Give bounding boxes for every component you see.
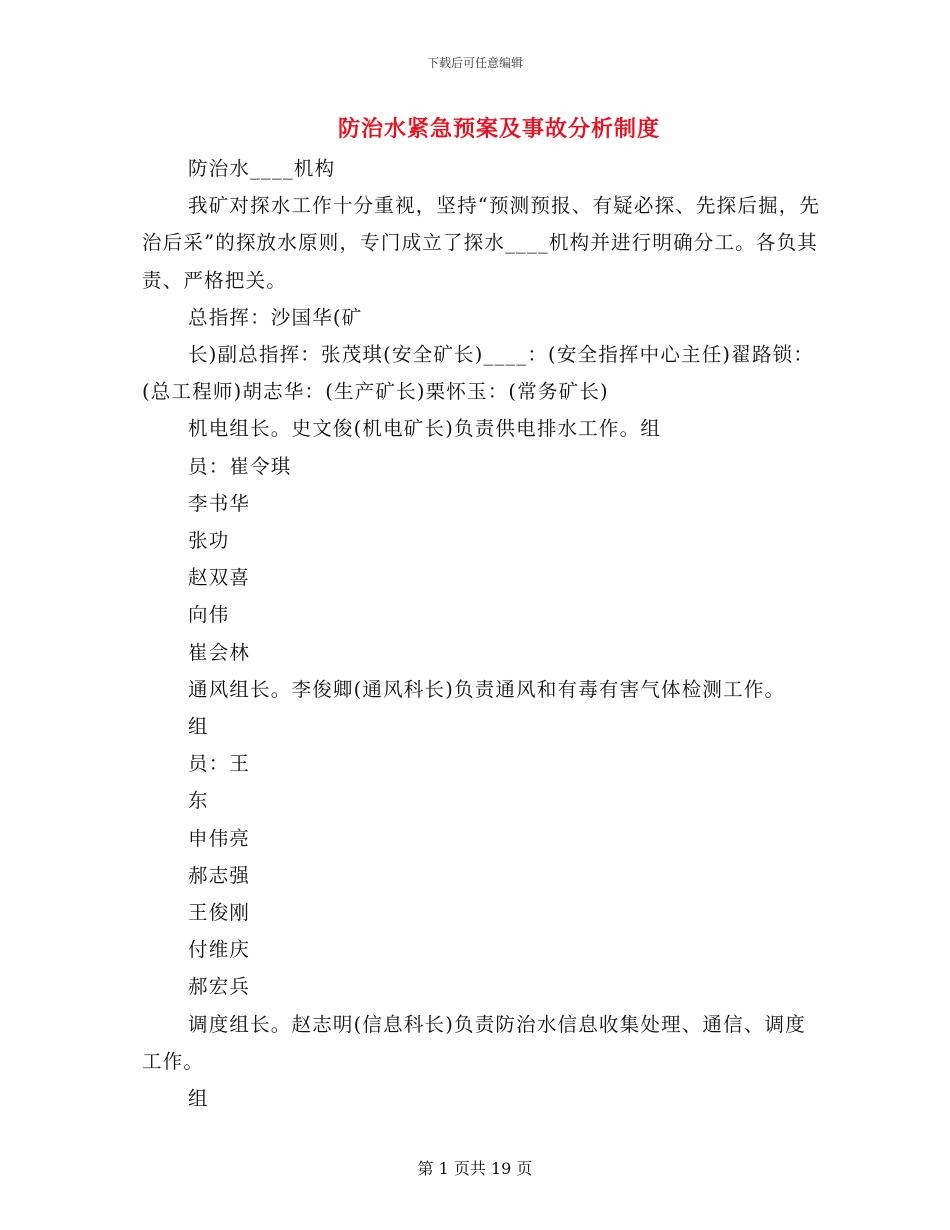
paragraph: 郝志强 <box>188 863 251 887</box>
paragraph: 崔会林 <box>188 640 251 664</box>
paragraph: 我矿对探水工作十分重视，坚持“预测预报、有疑必探、先探后掘，先治后采”的探放水原则，专门成立了探水____机构并进行明确分工。各负其责、严格把关。 <box>142 194 821 292</box>
paragraph: 通风组长。李俊卿(通风科长)负责通风和有毒有害气体检测工作。 <box>188 677 786 701</box>
paragraph: 员：王 <box>188 752 251 776</box>
paragraph: 赵双喜 <box>188 566 251 590</box>
paragraph: 调度组长。赵志明(信息科长)负责防治水信息收集处理、通信、调度工作。 <box>142 1012 806 1073</box>
paragraph: 组 <box>188 715 209 739</box>
paragraph: 东 <box>188 789 209 813</box>
paragraph: 郝宏兵 <box>188 975 251 999</box>
paragraph: 张功 <box>188 529 230 553</box>
page-footer: 第 1 页共 19 页 <box>417 1159 533 1178</box>
paragraph: 防治水____机构 <box>188 157 336 180</box>
paragraph: 长)副总指挥：张茂琪(安全矿长)____：(安全指挥中心主任)翟路锁：(总工程师)胡志华：(生产矿长)栗怀玉：(常务矿长) <box>142 343 815 404</box>
paragraph: 付维庆 <box>188 938 251 962</box>
document-body <box>142 150 822 1117</box>
paragraph: 申伟亮 <box>188 826 251 850</box>
paragraph: 机电组长。史文俊(机电矿长)负责供电排水工作。组 <box>188 417 662 441</box>
paragraph: 组 <box>188 1087 209 1111</box>
page-header: 下载后可任意编辑 <box>426 56 523 70</box>
paragraph: 员：崔令琪 <box>188 454 292 478</box>
paragraph: 向伟 <box>188 603 230 627</box>
document-title: 防治水紧急预案及事故分析制度 <box>337 116 660 142</box>
paragraph: 李书华 <box>188 491 251 515</box>
paragraph: 王俊刚 <box>188 901 251 925</box>
paragraph: 总指挥：沙国华(矿 <box>188 305 363 329</box>
